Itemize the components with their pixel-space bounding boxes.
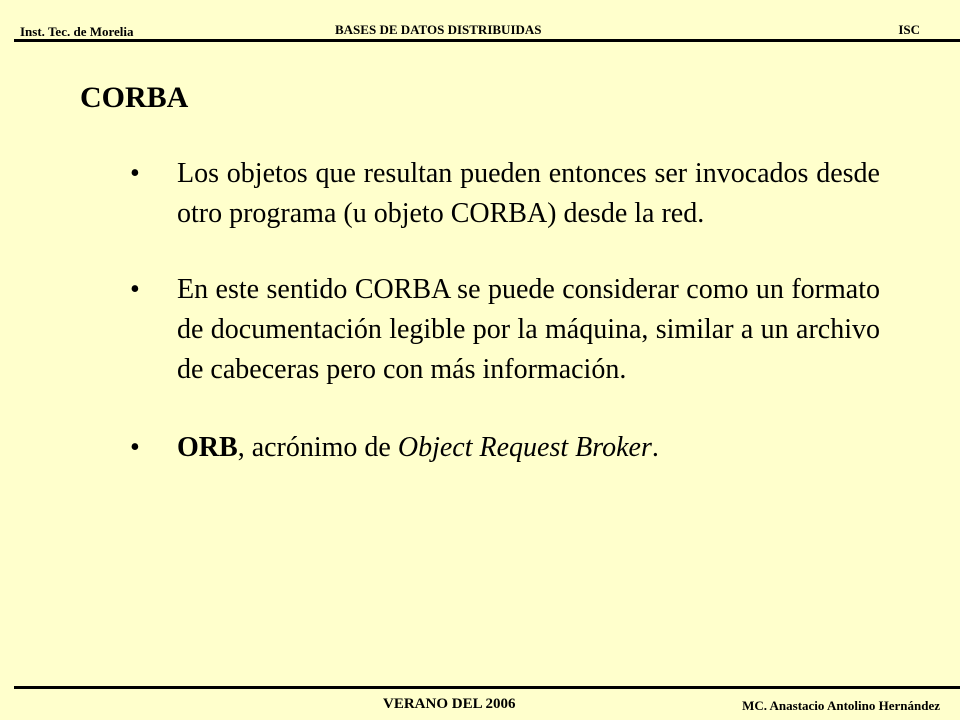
bullet-text-end: . <box>651 432 659 463</box>
header-rule <box>14 39 960 42</box>
bullet-item <box>130 270 880 390</box>
bullet-item <box>130 154 880 234</box>
header-institution: Inst. Tec. de Morelia <box>20 24 134 39</box>
header-course: BASES DE DATOS DISTRIBUIDAS <box>335 22 542 37</box>
bullet-dot: • <box>130 432 140 463</box>
bullet-text-mid: , acrónimo de <box>237 432 398 463</box>
footer-term: VERANO DEL 2006 <box>383 696 516 712</box>
bullet-expansion: Object Request Broker <box>397 432 652 463</box>
bullet-text: En este sentido CORBA se puede considerar como un formato de documentación legible por la máquina, similar a un archivo de cabeceras pero con más información. <box>177 274 880 385</box>
bullet-dot: • <box>130 274 140 305</box>
bullet-dot: • <box>130 158 140 189</box>
footer-rule <box>14 686 960 689</box>
bullet-item <box>130 428 880 468</box>
bullet-text: Los objetos que resultan pueden entonces ser invocados desde otro programa (u objeto CORBA) desde la red. <box>177 158 880 229</box>
header-program: ISC <box>898 22 920 37</box>
bullet-list <box>130 154 880 468</box>
footer-author: MC. Anastacio Antolino Hernández <box>742 698 940 713</box>
bullet-term: ORB <box>177 432 238 463</box>
slide-title: CORBA <box>80 81 189 114</box>
